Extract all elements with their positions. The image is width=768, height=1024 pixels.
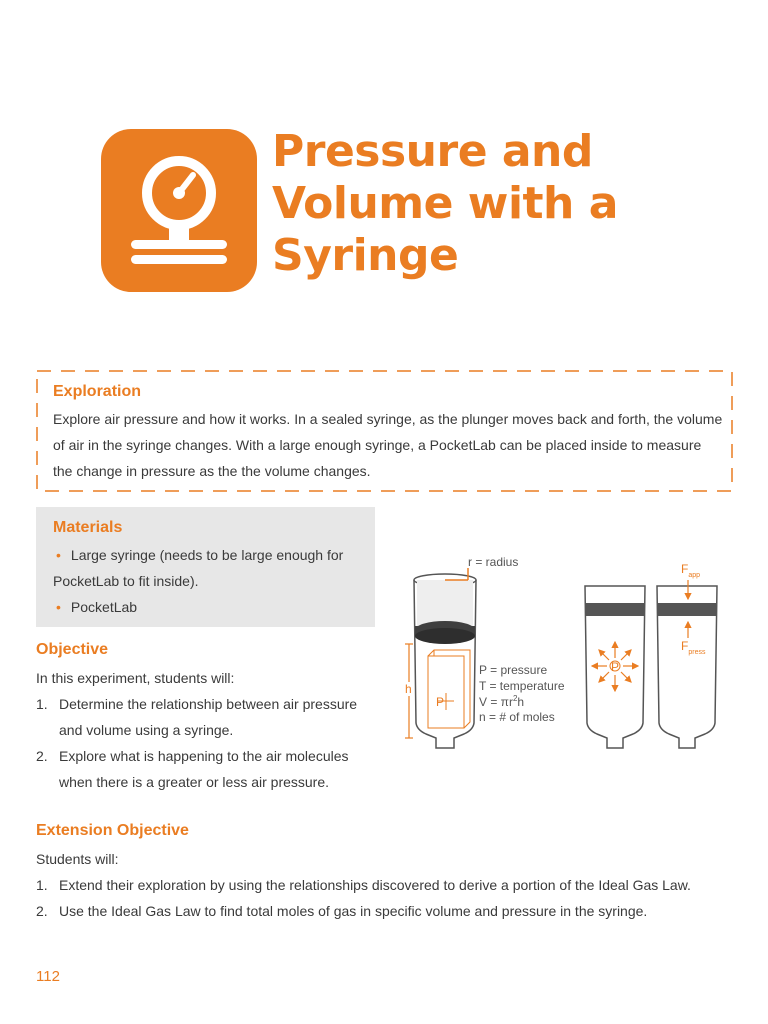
extension-objective-section — [36, 822, 736, 924]
extension-intro: Students will: — [36, 851, 119, 867]
list-item — [36, 743, 366, 795]
bullet-icon: • — [56, 599, 61, 615]
title-line: Pressure and — [272, 126, 593, 177]
materials-list — [53, 542, 363, 620]
f-app-label: $F_{app}$ — [681, 562, 701, 579]
pocketlab-device — [428, 656, 464, 728]
objective-section — [36, 641, 366, 795]
syringe-pressure-outward — [585, 586, 645, 748]
pressure-gauge-icon — [101, 129, 257, 292]
exploration-heading: Exploration — [53, 383, 142, 400]
extension-heading: Extension Objective — [36, 822, 189, 839]
page-number: 112 — [36, 968, 60, 985]
list-item-text: PocketLab — [70, 599, 138, 615]
list-item — [36, 872, 736, 898]
materials-panel — [36, 507, 375, 627]
syringe-forces — [657, 562, 717, 748]
list-item — [36, 691, 366, 743]
plunger — [586, 603, 644, 616]
pressure-gauge-app-icon — [101, 129, 257, 292]
list-item-text: Extend their exploration by using the relationships discovered to derive a portion of the Ideal Gas Law. — [59, 877, 691, 893]
list-item-text: Large syringe (needs to be large enough for PocketLab to fit inside). — [53, 547, 344, 589]
list-number: 1. — [36, 877, 48, 893]
objective-intro: In this experiment, students will: — [36, 670, 235, 686]
objective-heading: Objective — [36, 641, 109, 658]
title-line: Syringe — [272, 230, 459, 281]
list-item — [53, 542, 363, 594]
legend-temperature: T = temperature — [479, 679, 565, 693]
objective-list — [36, 691, 366, 795]
variable-legend — [479, 663, 565, 724]
list-item-text: Determine the relationship between air pressure and volume using a syringe. — [59, 696, 358, 738]
p-label: P — [611, 660, 620, 674]
list-item-text: Use the Ideal Gas Law to find total moles of gas in specific volume and pressure in the syringe. — [59, 903, 648, 919]
radius-label: r = radius — [468, 555, 519, 569]
bullet-icon: • — [56, 547, 61, 563]
list-item — [36, 898, 736, 924]
legend-moles: n = # of moles — [479, 710, 555, 724]
page-title — [272, 126, 618, 282]
title-line: Volume with a — [272, 178, 618, 229]
extension-list — [36, 872, 736, 924]
legend-volume: $V = \pi r^2h$ — [479, 694, 525, 709]
syringe-diagram — [400, 548, 730, 758]
list-item-text: Explore what is happening to the air molecules when there is a greater or less air pressure. — [59, 748, 349, 790]
plunger — [658, 603, 716, 616]
list-item — [53, 594, 363, 620]
height-label: h — [405, 682, 412, 696]
legend-pressure: P = pressure — [479, 663, 548, 677]
f-press-label: $F_{press}$ — [681, 639, 706, 656]
p-label-small: P — [436, 695, 445, 709]
list-number: 2. — [36, 748, 48, 764]
materials-heading: Materials — [53, 519, 123, 536]
list-number: 2. — [36, 903, 48, 919]
exploration-box — [36, 370, 733, 492]
exploration-text: Explore air pressure and how it works. In a sealed syringe, as the plunger moves back and forth, the volume of air in the syringe changes. With a large enough syringe, a PocketLab can be placed inside to measure the change in pressure as the the volume changes. — [53, 411, 723, 479]
list-number: 1. — [36, 696, 48, 712]
